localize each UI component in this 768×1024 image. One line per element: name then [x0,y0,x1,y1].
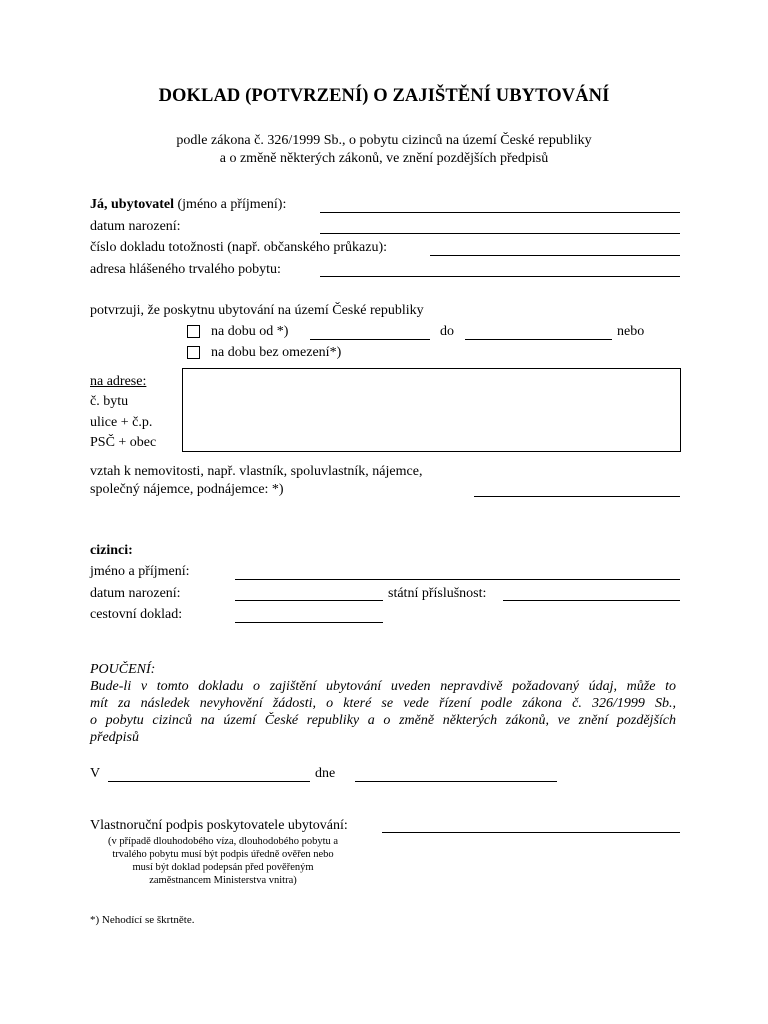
foreigner-birth-label: datum narození: [90,586,181,601]
foreigner-name-field[interactable] [235,579,680,580]
signature-note [86,835,360,887]
relation-field[interactable] [474,496,680,497]
provider-id-field[interactable] [430,255,680,256]
address-zip-label: PSČ + obec [90,435,157,450]
period-from-field[interactable] [310,339,430,340]
document-title: DOKLAD (POTVRZENÍ) O ZAJIŠTĚNÍ UBYTOVÁNÍ [158,86,610,106]
signature-label: Vlastnoruční podpis poskytovatele ubytování: [90,818,348,833]
footnote: *) Nehodící se škrtněte. [90,914,195,926]
option-period-checkbox[interactable] [187,325,200,338]
foreigner-nationality-label: státní příslušnost: [388,586,487,601]
notice-line-4: předpisů [90,730,139,745]
option-unlimited-label: na dobu bez omezení*) [211,345,342,360]
confirm-statement: potvrzuji, že poskytnu ubytování na území České republiky [90,303,424,318]
date-field[interactable] [355,781,557,782]
signature-note-line-1: (v případě dlouhodobého víza, dlouhodobého pobytu a [107,836,339,847]
provider-address-label: adresa hlášeného trvalého pobytu: [90,262,281,277]
subtitle-line-1: podle zákona č. 326/1999 Sb., o pobytu cizinců na území České republiky [176,133,592,148]
foreigner-passport-label: cestovní doklad: [90,607,183,622]
period-or-label: nebo [617,324,645,339]
foreigner-heading: cizinci: [90,543,133,558]
period-to-label: do [440,324,454,339]
notice-heading: POUČENÍ: [90,662,156,677]
place-label: V [90,766,101,781]
option-period-label: na dobu od *) [211,324,289,339]
address-box[interactable] [182,368,681,452]
notice-line-2: mít za následek nevyhovění žádosti, o které se vede řízení podle zákona č. 326/1999 Sb., [90,696,676,711]
relation-label-line-2: společný nájemce, podnájemce: *) [90,482,284,497]
address-heading: na adrese: [90,374,147,389]
foreigner-name-label: jméno a příjmení: [90,564,190,579]
place-field[interactable] [108,781,310,782]
notice-line-1: Bude-li v tomto dokladu o zajištění ubytování uveden nepravdivě požadovaný údaj, může to [90,679,676,694]
foreigner-passport-field[interactable] [235,622,383,623]
address-street-label: ulice + č.p. [90,415,153,430]
signature-note-line-4: zaměstnancem Ministerstva vnitra) [149,875,297,886]
relation-label-line-1: vztah k nemovitosti, např. vlastník, spoluvlastník, nájemce, [90,464,423,479]
signature-note-line-2: trvalého pobytu musí být podpis úředně ověřen nebo [112,849,334,860]
period-to-field[interactable] [465,339,612,340]
provider-address-field[interactable] [320,276,680,277]
provider-birth-field[interactable] [320,233,680,234]
notice-block [90,661,676,746]
signature-field[interactable] [382,832,680,833]
address-flat-label: č. bytu [90,394,129,409]
signature-note-line-3: musí být doklad podepsán před pověřeným [132,862,314,873]
subtitle-line-2: a o změně některých zákonů, ve znění pozdějších předpisů [219,151,549,166]
provider-birth-label: datum narození: [90,219,181,234]
provider-id-label: číslo dokladu totožnosti (např. občanského průkazu): [90,240,388,255]
date-label: dne [315,766,336,781]
option-unlimited-checkbox[interactable] [187,346,200,359]
foreigner-nationality-field[interactable] [503,600,680,601]
provider-name-label: Já, ubytovatel (jméno a příjmení): [90,197,287,212]
foreigner-birth-field[interactable] [235,600,383,601]
notice-line-3: o pobytu cizinců na území České republiky a o změně některých zákonů, ve znění pozdějších [90,713,676,728]
provider-name-field[interactable] [320,212,680,213]
